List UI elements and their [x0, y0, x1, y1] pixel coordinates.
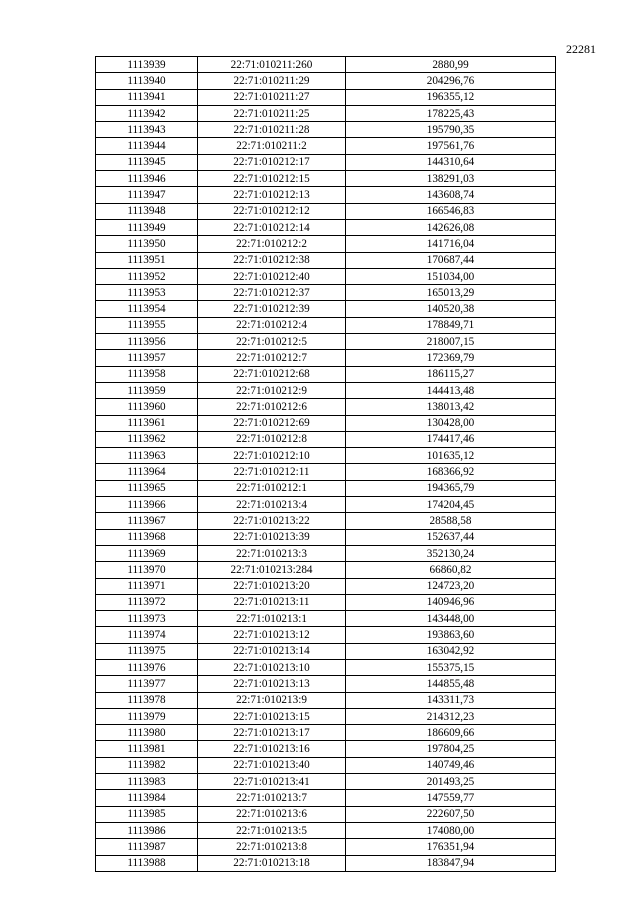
cadastral-number-cell: 22:71:010213:8 — [198, 839, 346, 855]
record-number-cell: 1113970 — [96, 562, 198, 578]
cadastral-number-cell: 22:71:010212:40 — [198, 268, 346, 284]
cadastral-number-cell: 22:71:010211:2 — [198, 138, 346, 154]
table-row — [96, 659, 556, 675]
cadastral-number-cell: 22:71:010211:260 — [198, 57, 346, 73]
record-number-cell: 1113987 — [96, 839, 198, 855]
value-cell: 197804,25 — [346, 741, 556, 757]
value-cell: 28588,58 — [346, 513, 556, 529]
value-cell: 214312,23 — [346, 708, 556, 724]
table-row — [96, 757, 556, 773]
record-number-cell: 1113983 — [96, 774, 198, 790]
record-number-cell: 1113972 — [96, 594, 198, 610]
table-row — [96, 105, 556, 121]
value-cell: 166546,83 — [346, 203, 556, 219]
record-number-cell: 1113969 — [96, 545, 198, 561]
record-number-cell: 1113943 — [96, 122, 198, 138]
table-row — [96, 350, 556, 366]
record-number-cell: 1113980 — [96, 725, 198, 741]
record-number-cell: 1113942 — [96, 105, 198, 121]
table-row — [96, 529, 556, 545]
value-cell: 143448,00 — [346, 611, 556, 627]
value-cell: 222607,50 — [346, 806, 556, 822]
record-number-cell: 1113979 — [96, 708, 198, 724]
value-cell: 143311,73 — [346, 692, 556, 708]
table-row — [96, 415, 556, 431]
value-cell: 141716,04 — [346, 236, 556, 252]
cadastral-number-cell: 22:71:010213:13 — [198, 676, 346, 692]
cadastral-number-cell: 22:71:010212:17 — [198, 154, 346, 170]
table-row — [96, 725, 556, 741]
record-number-cell: 1113977 — [96, 676, 198, 692]
value-cell: 143608,74 — [346, 187, 556, 203]
record-number-cell: 1113967 — [96, 513, 198, 529]
cadastral-number-cell: 22:71:010213:16 — [198, 741, 346, 757]
value-cell: 172369,79 — [346, 350, 556, 366]
table-row — [96, 513, 556, 529]
record-number-cell: 1113954 — [96, 301, 198, 317]
cadastral-number-cell: 22:71:010212:15 — [198, 171, 346, 187]
table-row — [96, 219, 556, 235]
table-row — [96, 89, 556, 105]
page-number: 22281 — [566, 42, 596, 56]
cadastral-number-cell: 22:71:010213:40 — [198, 757, 346, 773]
value-cell: 138013,42 — [346, 399, 556, 415]
value-cell: 195790,35 — [346, 122, 556, 138]
table-row — [96, 138, 556, 154]
cadastral-number-cell: 22:71:010213:5 — [198, 822, 346, 838]
cadastral-number-cell: 22:71:010213:7 — [198, 790, 346, 806]
value-cell: 163042,92 — [346, 643, 556, 659]
record-number-cell: 1113981 — [96, 741, 198, 757]
record-number-cell: 1113945 — [96, 154, 198, 170]
value-cell: 144413,48 — [346, 382, 556, 398]
record-number-cell: 1113976 — [96, 659, 198, 675]
value-cell: 201493,25 — [346, 774, 556, 790]
table-row — [96, 578, 556, 594]
cadastral-number-cell: 22:71:010212:7 — [198, 350, 346, 366]
table-row — [96, 448, 556, 464]
value-cell: 152637,44 — [346, 529, 556, 545]
table-row — [96, 774, 556, 790]
value-cell: 197561,76 — [346, 138, 556, 154]
table-row — [96, 57, 556, 73]
value-cell: 178225,43 — [346, 105, 556, 121]
table-row — [96, 741, 556, 757]
record-number-cell: 1113947 — [96, 187, 198, 203]
record-number-cell: 1113986 — [96, 822, 198, 838]
value-cell: 194365,79 — [346, 480, 556, 496]
record-number-cell: 1113968 — [96, 529, 198, 545]
value-cell: 2880,99 — [346, 57, 556, 73]
table-row — [96, 73, 556, 89]
value-cell: 193863,60 — [346, 627, 556, 643]
cadastral-number-cell: 22:71:010211:29 — [198, 73, 346, 89]
value-cell: 176351,94 — [346, 839, 556, 855]
cadastral-number-cell: 22:71:010212:11 — [198, 464, 346, 480]
value-cell: 174417,46 — [346, 431, 556, 447]
value-cell: 186115,27 — [346, 366, 556, 382]
table-row — [96, 171, 556, 187]
record-number-cell: 1113958 — [96, 366, 198, 382]
table-row — [96, 692, 556, 708]
cadastral-number-cell: 22:71:010212:10 — [198, 448, 346, 464]
record-number-cell: 1113978 — [96, 692, 198, 708]
cadastral-number-cell: 22:71:010213:1 — [198, 611, 346, 627]
table-row — [96, 399, 556, 415]
value-cell: 174080,00 — [346, 822, 556, 838]
table-row — [96, 236, 556, 252]
data-table — [95, 56, 556, 872]
value-cell: 140520,38 — [346, 301, 556, 317]
cadastral-number-cell: 22:71:010212:4 — [198, 317, 346, 333]
value-cell: 140946,96 — [346, 594, 556, 610]
record-number-cell: 1113960 — [96, 399, 198, 415]
table-row — [96, 366, 556, 382]
value-cell: 144310,64 — [346, 154, 556, 170]
record-number-cell: 1113955 — [96, 317, 198, 333]
table-row — [96, 382, 556, 398]
record-number-cell: 1113963 — [96, 448, 198, 464]
value-cell: 186609,66 — [346, 725, 556, 741]
record-number-cell: 1113939 — [96, 57, 198, 73]
table-row — [96, 806, 556, 822]
record-number-cell: 1113944 — [96, 138, 198, 154]
table-row — [96, 252, 556, 268]
value-cell: 196355,12 — [346, 89, 556, 105]
cadastral-number-cell: 22:71:010212:69 — [198, 415, 346, 431]
value-cell: 174204,45 — [346, 497, 556, 513]
cadastral-number-cell: 22:71:010213:18 — [198, 855, 346, 871]
table-row — [96, 545, 556, 561]
cadastral-number-cell: 22:71:010213:14 — [198, 643, 346, 659]
record-number-cell: 1113974 — [96, 627, 198, 643]
cadastral-number-cell: 22:71:010213:20 — [198, 578, 346, 594]
cadastral-number-cell: 22:71:010212:6 — [198, 399, 346, 415]
record-number-cell: 1113956 — [96, 334, 198, 350]
cadastral-number-cell: 22:71:010211:28 — [198, 122, 346, 138]
value-cell: 183847,94 — [346, 855, 556, 871]
value-cell: 168366,92 — [346, 464, 556, 480]
table-row — [96, 855, 556, 871]
table-row — [96, 187, 556, 203]
cadastral-number-cell: 22:71:010213:41 — [198, 774, 346, 790]
record-number-cell: 1113950 — [96, 236, 198, 252]
record-number-cell: 1113973 — [96, 611, 198, 627]
record-number-cell: 1113946 — [96, 171, 198, 187]
value-cell: 140749,46 — [346, 757, 556, 773]
value-cell: 204296,76 — [346, 73, 556, 89]
cadastral-number-cell: 22:71:010212:9 — [198, 382, 346, 398]
record-number-cell: 1113966 — [96, 497, 198, 513]
record-number-cell: 1113965 — [96, 480, 198, 496]
record-number-cell: 1113940 — [96, 73, 198, 89]
record-number-cell: 1113982 — [96, 757, 198, 773]
value-cell: 138291,03 — [346, 171, 556, 187]
cadastral-number-cell: 22:71:010212:38 — [198, 252, 346, 268]
table-row — [96, 822, 556, 838]
cadastral-number-cell: 22:71:010211:27 — [198, 89, 346, 105]
record-number-cell: 1113948 — [96, 203, 198, 219]
table-row — [96, 611, 556, 627]
value-cell: 124723,20 — [346, 578, 556, 594]
cadastral-number-cell: 22:71:010213:6 — [198, 806, 346, 822]
table-row — [96, 643, 556, 659]
cadastral-number-cell: 22:71:010212:5 — [198, 334, 346, 350]
table-row — [96, 154, 556, 170]
record-number-cell: 1113975 — [96, 643, 198, 659]
cadastral-number-cell: 22:71:010212:1 — [198, 480, 346, 496]
value-cell: 144855,48 — [346, 676, 556, 692]
cadastral-number-cell: 22:71:010213:15 — [198, 708, 346, 724]
table-row — [96, 790, 556, 806]
record-number-cell: 1113971 — [96, 578, 198, 594]
value-cell: 165013,29 — [346, 285, 556, 301]
table-row — [96, 839, 556, 855]
record-number-cell: 1113957 — [96, 350, 198, 366]
cadastral-number-cell: 22:71:010212:37 — [198, 285, 346, 301]
cadastral-number-cell: 22:71:010213:4 — [198, 497, 346, 513]
table-row — [96, 627, 556, 643]
record-number-cell: 1113985 — [96, 806, 198, 822]
table-row — [96, 268, 556, 284]
record-number-cell: 1113959 — [96, 382, 198, 398]
table-row — [96, 464, 556, 480]
table-row — [96, 676, 556, 692]
cadastral-number-cell: 22:71:010213:284 — [198, 562, 346, 578]
cadastral-number-cell: 22:71:010213:9 — [198, 692, 346, 708]
value-cell: 142626,08 — [346, 219, 556, 235]
cadastral-number-cell: 22:71:010213:10 — [198, 659, 346, 675]
cadastral-number-cell: 22:71:010212:2 — [198, 236, 346, 252]
cadastral-number-cell: 22:71:010211:25 — [198, 105, 346, 121]
value-cell: 170687,44 — [346, 252, 556, 268]
table-row — [96, 594, 556, 610]
cadastral-number-cell: 22:71:010212:8 — [198, 431, 346, 447]
table-row — [96, 708, 556, 724]
record-number-cell: 1113962 — [96, 431, 198, 447]
cadastral-number-cell: 22:71:010213:11 — [198, 594, 346, 610]
table-row — [96, 497, 556, 513]
table-row — [96, 317, 556, 333]
record-number-cell: 1113961 — [96, 415, 198, 431]
table-body — [96, 57, 556, 872]
table-row — [96, 285, 556, 301]
cadastral-number-cell: 22:71:010212:13 — [198, 187, 346, 203]
cadastral-number-cell: 22:71:010212:68 — [198, 366, 346, 382]
value-cell: 151034,00 — [346, 268, 556, 284]
value-cell: 155375,15 — [346, 659, 556, 675]
record-number-cell: 1113953 — [96, 285, 198, 301]
table-row — [96, 122, 556, 138]
value-cell: 218007,15 — [346, 334, 556, 350]
record-number-cell: 1113952 — [96, 268, 198, 284]
table-row — [96, 431, 556, 447]
cadastral-number-cell: 22:71:010213:12 — [198, 627, 346, 643]
table-row — [96, 480, 556, 496]
record-number-cell: 1113988 — [96, 855, 198, 871]
value-cell: 66860,82 — [346, 562, 556, 578]
value-cell: 147559,77 — [346, 790, 556, 806]
value-cell: 352130,24 — [346, 545, 556, 561]
cadastral-number-cell: 22:71:010213:3 — [198, 545, 346, 561]
cadastral-number-cell: 22:71:010213:39 — [198, 529, 346, 545]
cadastral-number-cell: 22:71:010212:39 — [198, 301, 346, 317]
table-row — [96, 301, 556, 317]
value-cell: 178849,71 — [346, 317, 556, 333]
table-row — [96, 203, 556, 219]
cadastral-number-cell: 22:71:010212:12 — [198, 203, 346, 219]
record-number-cell: 1113941 — [96, 89, 198, 105]
value-cell: 101635,12 — [346, 448, 556, 464]
value-cell: 130428,00 — [346, 415, 556, 431]
record-number-cell: 1113964 — [96, 464, 198, 480]
table-row — [96, 334, 556, 350]
record-number-cell: 1113984 — [96, 790, 198, 806]
record-number-cell: 1113949 — [96, 219, 198, 235]
cadastral-number-cell: 22:71:010212:14 — [198, 219, 346, 235]
cadastral-number-cell: 22:71:010213:17 — [198, 725, 346, 741]
cadastral-number-cell: 22:71:010213:22 — [198, 513, 346, 529]
record-number-cell: 1113951 — [96, 252, 198, 268]
table-row — [96, 562, 556, 578]
